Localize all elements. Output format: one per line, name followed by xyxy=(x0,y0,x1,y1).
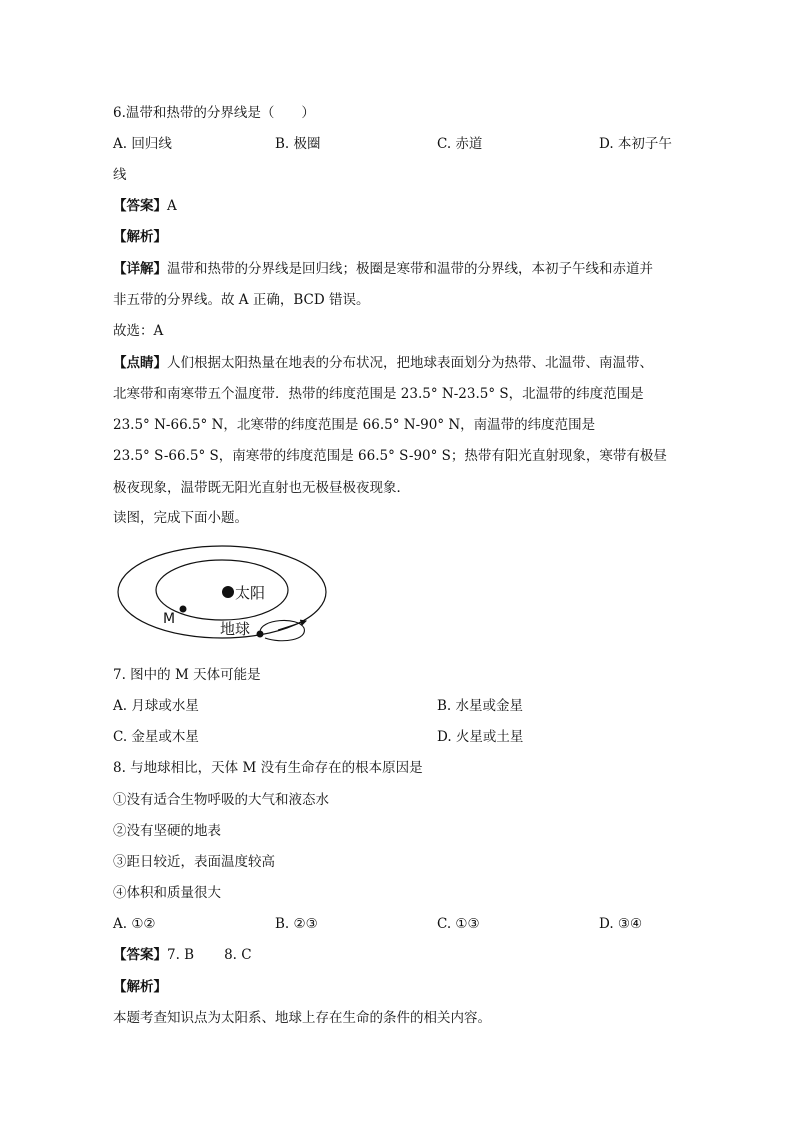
q8-item-4: ④体积和质量很大 xyxy=(113,885,221,901)
q6-point-line-5: 极夜现象，温带既无阳光直射也无极昼极夜现象． xyxy=(113,480,410,496)
q7-option-a: A. 月球或水星 xyxy=(113,698,199,714)
q7-q8-answers xyxy=(113,946,252,964)
q7-option-b: B. 水星或金星 xyxy=(437,698,524,714)
q6-choose: 故选：A xyxy=(113,323,164,339)
q6-detail-line-2: 非五带的分界线。故 A 正确，BCD 错误。 xyxy=(113,292,370,308)
q7-stem: 7. 图中的 M 天体可能是 xyxy=(113,667,261,683)
q6-option-a: A. 回归线 xyxy=(113,136,172,152)
detail-text-1: 温带和热带的分界线是回归线；极圈是寒带和温带的分界线，本初子午线和赤道并 xyxy=(167,261,653,277)
sun-label: 太阳 xyxy=(235,584,266,602)
q8-option-b: B. ②③ xyxy=(275,916,318,932)
q6-option-b: B. 极圈 xyxy=(275,136,321,152)
q7-option-c: C. 金星或木星 xyxy=(113,729,199,745)
q6-option-c: C. 赤道 xyxy=(437,136,483,152)
detail-tag: 【详解】 xyxy=(113,261,167,277)
sun-dot xyxy=(222,586,234,598)
analysis-tag: 【解析】 xyxy=(113,979,167,995)
earth-label: 地球 xyxy=(220,620,251,638)
q6-point-line-1 xyxy=(113,354,653,372)
q7-answer: 7. B xyxy=(167,947,195,963)
q8-answer: 8. C xyxy=(224,947,252,963)
answers-tag: 【答案】 xyxy=(113,947,167,963)
analysis-text: 本题考查知识点为太阳系、地球上存在生命的条件的相关内容。 xyxy=(113,1010,491,1026)
q8-item-3: ③距日较近，表面温度较高 xyxy=(113,854,275,870)
q8-option-a: A. ①② xyxy=(113,916,156,932)
q6-point-line-3: 23.5° N-66.5° N，北寒带的纬度范围是 66.5° N-90° N，南温带的纬度范围是 xyxy=(113,417,596,433)
q6-analysis-tag: 【解析】 xyxy=(113,229,167,245)
m-label: M xyxy=(163,611,176,627)
q8-option-d: D. ③④ xyxy=(599,916,643,932)
q6-point-line-2: 北寒带和南寒带五个温度带．热带的纬度范围是 23.5° N-23.5° S，北温带的纬度范围是 xyxy=(113,386,644,402)
answer-tag: 【答案】 xyxy=(113,198,167,214)
q8-item-2: ②没有坚硬的地表 xyxy=(113,823,221,839)
intro-text: 读图，完成下面小题。 xyxy=(113,510,248,526)
answer-value: A xyxy=(167,198,177,214)
orbit-diagram xyxy=(110,542,340,654)
q8-stem: 8. 与地球相比，天体 M 没有生命存在的根本原因是 xyxy=(113,760,423,776)
q6-detail-line-1 xyxy=(113,260,653,278)
q6-point-line-4: 23.5° S-66.5° S，南寒带的纬度范围是 66.5° S-90° S；热带有阳光直射现象，寒带有极昼 xyxy=(113,448,667,464)
q6-option-d: D. 本初子午 xyxy=(599,136,672,152)
q6-answer xyxy=(113,197,177,215)
earth-dot xyxy=(257,631,264,638)
point-tag: 【点睛】 xyxy=(113,355,167,371)
q7-option-d: D. 火星或土星 xyxy=(437,729,524,745)
q8-option-c: C. ①③ xyxy=(437,916,480,932)
m-orbit xyxy=(156,560,288,620)
point-text-1: 人们根据太阳热量在地表的分布状况，把地球表面划分为热带、北温带、南温带、 xyxy=(167,355,653,371)
q8-item-1: ①没有适合生物呼吸的大气和液态水 xyxy=(113,792,329,808)
q6-option-d-wrap: 线 xyxy=(113,167,127,183)
q6-stem: 6.温带和热带的分界线是（ ） xyxy=(113,105,315,121)
m-dot xyxy=(180,606,187,613)
